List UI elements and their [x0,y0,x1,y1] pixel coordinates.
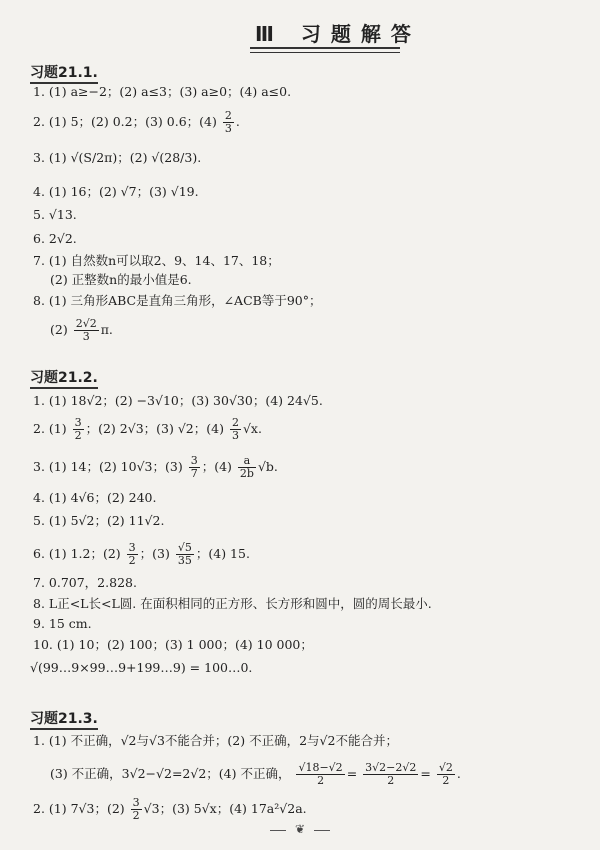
page-title: Ⅲ 习题解答 [255,22,421,46]
answer-line: (3) 不正确，3√2−√2=2√2；(4) 不正确， $\frac{√18-√2}{2}$ = $\frac{3√2-2√2}{2}$ = $\frac{√2}{2}$ . [50,761,461,787]
answer-line: 1. (1) a≥−2；(2) a≤3；(3) a≥0；(4) a≤0. [33,84,292,99]
fraction: $\frac{√18-√2}{2}$ [298,761,343,787]
answer-line: 5. √13. [33,207,77,222]
fraction: $\frac{√5}{35}$ [177,541,192,567]
answer-line: 3. (1) 14；(2) 10√3；(3) $\frac{3}{7}$ ；(4) $\frac{a}{2b}$ √b. [33,454,278,480]
fraction: $\frac{3}{7}$ [190,454,198,480]
fraction: $\frac{2}{3}$ [231,416,239,442]
answer-line: 4. (1) 16；(2) √7；(3) √19. [33,184,199,199]
answer-line: 6. (1) 1.2；(2) $\frac{3}{2}$ ；(3) $\frac{√5}{35}$ ；(4) 15. [33,541,250,567]
fraction: $\frac{√2}{2}$ [438,761,453,787]
answer-line: 7. (1) 自然数n可以取2、9、14、17、18； [33,253,280,268]
fraction: $\frac{3}{2}$ [132,796,140,822]
fraction: $\frac{2√2}{3}$ [75,317,97,343]
answer-line: (2) 正整数n的最小值是6. [50,272,192,287]
fraction: $\frac{a}{2b}$ [239,454,254,480]
fraction: $\frac{3}{2}$ [128,541,136,567]
answer-line: 7. 0.707，2.828. [33,575,137,590]
fraction: $\frac{3√2-2√2}{2}$ [365,761,417,787]
answer-line: 8. L正<L长<L圆. 在面积相同的正方形、长方形和圆中，圆的周长最小. [33,596,432,611]
answer-line: (2) $\frac{2√2}{3}$ π. [50,317,113,343]
answer-line: 9. 15 cm. [33,616,92,631]
answer-line: 1. (1) 18√2；(2) −3√10；(3) 30√30；(4) 24√5. [33,393,323,408]
answer-line: 6. 2√2. [33,231,77,246]
section-heading-21-3: 习题21.3. [30,708,98,728]
footer-ornament-icon: ❦ [270,822,330,840]
answer-line: 4. (1) 4√6；(2) 240. [33,490,157,505]
answer-line: 2. (1) 5；(2) 0.2；(3) 0.6；(4) $\frac{2}{3}$ . [33,109,240,135]
answer-line: 8. (1) 三角形ABC是直角三角形，∠ACB等于90°； [33,293,322,308]
answer-line: 1. (1) 不正确，√2与√3不能合并；(2) 不正确，2与√2不能合并； [33,733,398,748]
answer-line: 3. (1) √(S/2π)；(2) √(28/3). [33,150,202,165]
answer-line: 2. (1) 7√3；(2) $\frac{3}{2}$ √3；(3) 5√x；(4) 17a²√2a. [33,796,307,822]
title-underline [250,47,400,53]
section-heading-21-1: 习题21.1. [30,62,98,82]
fraction: $\frac{2}{3}$ [224,109,232,135]
answer-line: 2. (1) $\frac{3}{2}$ ；(2) 2√3；(3) √2；(4) $\frac{2}{3}$ √x. [33,416,262,442]
answer-line: 10. (1) 10；(2) 100；(3) 1 000；(4) 10 000； [33,637,313,652]
answer-line: 5. (1) 5√2；(2) 11√2. [33,513,165,528]
answer-line: √(99…9×99…9+199…9) = 100…0. [30,660,253,675]
fraction: $\frac{3}{2}$ [74,416,82,442]
section-heading-21-2: 习题21.2. [30,367,98,387]
